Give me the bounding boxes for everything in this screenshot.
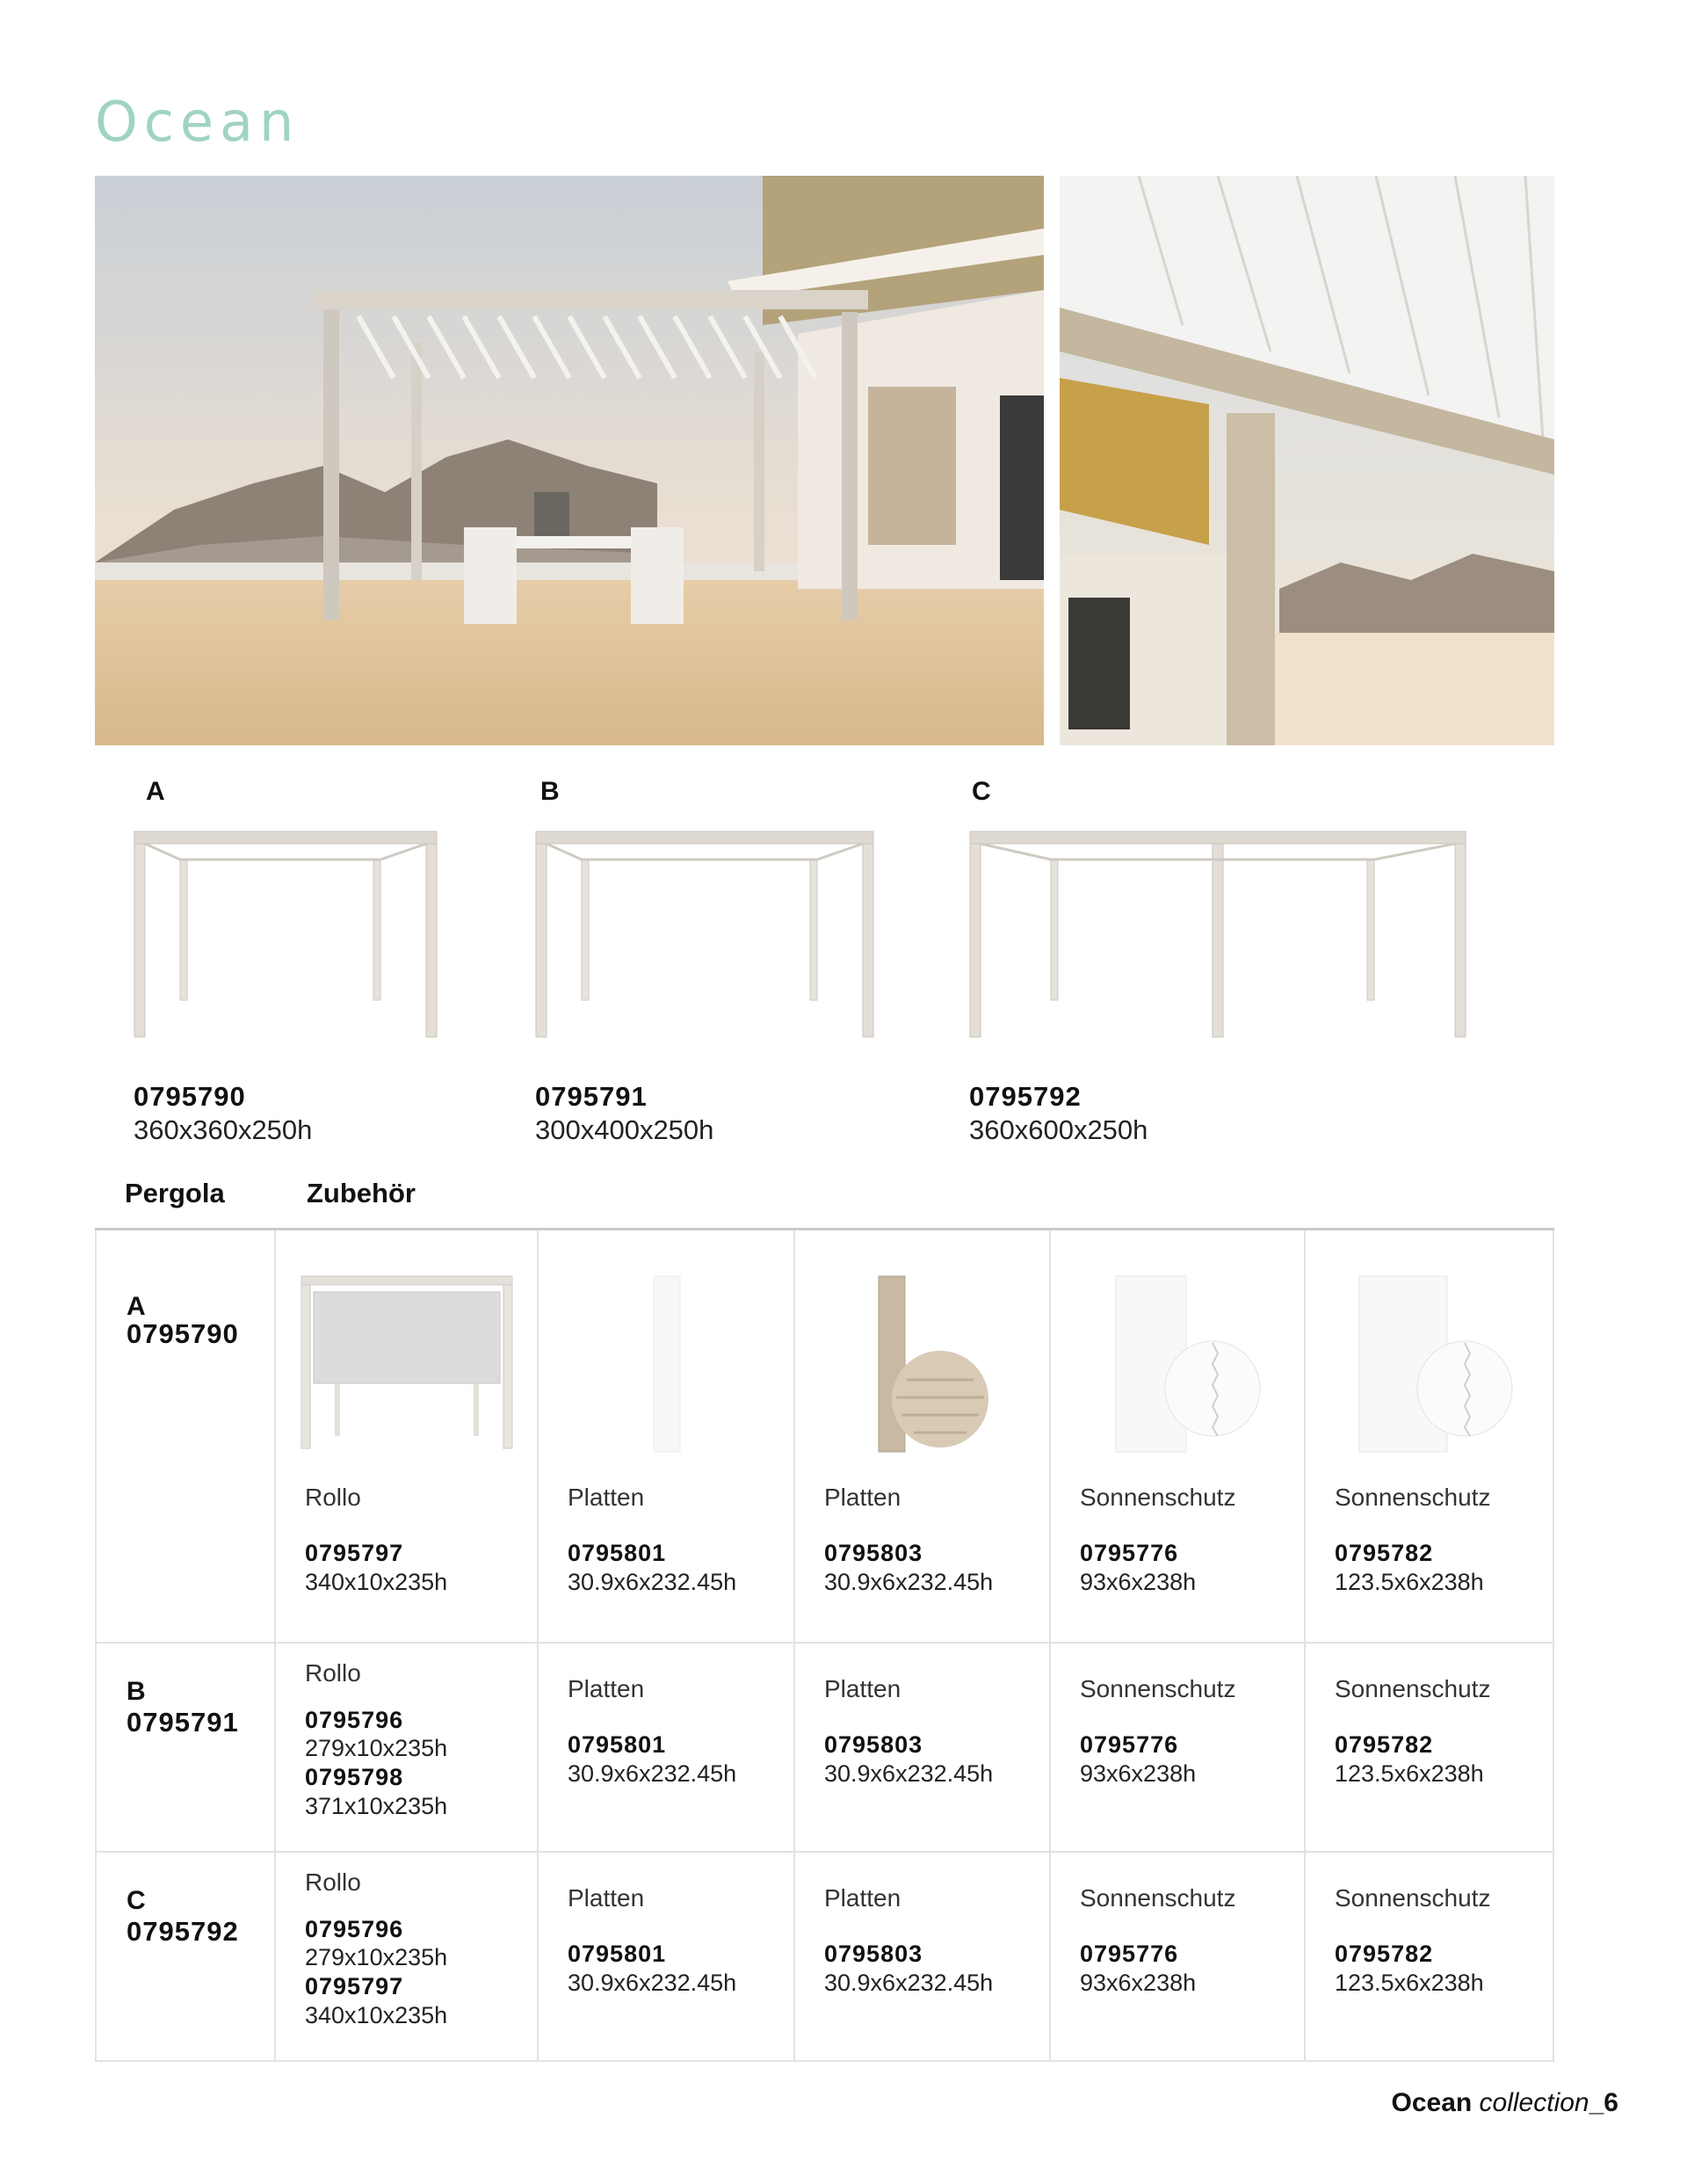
accessory-name: Sonnenschutz bbox=[1080, 1884, 1236, 1912]
accessory-name: Platten bbox=[824, 1484, 901, 1511]
accessory-code: 0795801 bbox=[568, 1540, 667, 1566]
accessory-dims: 30.9x6x232.45h bbox=[824, 1569, 994, 1595]
accessories-table bbox=[95, 1228, 1554, 2062]
pergola-a-drawing bbox=[127, 824, 444, 1053]
page-title: Ocean bbox=[95, 90, 300, 154]
accessory-code: 0795801 bbox=[568, 1941, 667, 1967]
accessory-dims: 30.9x6x232.45h bbox=[568, 1569, 737, 1595]
variant-code: 0795792 bbox=[969, 1081, 1082, 1112]
table-row bbox=[96, 1852, 1553, 2061]
page-footer bbox=[1391, 2088, 1618, 2118]
pergola-letter: B bbox=[127, 1677, 146, 1706]
pergola-heading: Pergola bbox=[125, 1178, 225, 1208]
accessory-code: 0795782 bbox=[1335, 1540, 1434, 1566]
variant-letter: C bbox=[972, 777, 991, 806]
accessory-dims: 30.9x6x232.45h bbox=[824, 1970, 994, 1996]
accessory-name: Rollo bbox=[305, 1659, 361, 1687]
accessory-name: Sonnenschutz bbox=[1335, 1884, 1491, 1912]
accessory-cell bbox=[275, 1230, 538, 1643]
pergola-detail-photo bbox=[1060, 176, 1554, 745]
accessory-code: 0795782 bbox=[1335, 1941, 1434, 1967]
accessory-dims: 279x10x235h bbox=[305, 1735, 448, 1761]
accessory-code-2: 0795798 bbox=[305, 1764, 404, 1790]
accessory-code: 0795797 bbox=[305, 1540, 404, 1566]
pergola-b-drawing bbox=[529, 824, 880, 1053]
accessory-cell bbox=[794, 1643, 1050, 1852]
pergola-cell bbox=[96, 1643, 275, 1852]
wood-panel-image bbox=[852, 1274, 993, 1455]
accessory-name: Sonnenschutz bbox=[1080, 1484, 1236, 1511]
accessory-cell bbox=[1050, 1230, 1305, 1643]
accessory-dims: 279x10x235h bbox=[305, 1944, 448, 1970]
accessory-code: 0795776 bbox=[1080, 1941, 1179, 1967]
accessory-dims: 123.5x6x238h bbox=[1335, 1760, 1484, 1787]
accessory-name: Sonnenschutz bbox=[1335, 1675, 1491, 1702]
pergola-c-drawing bbox=[963, 824, 1473, 1053]
accessory-dims-2: 371x10x235h bbox=[305, 1793, 448, 1819]
accessory-dims: 123.5x6x238h bbox=[1335, 1970, 1484, 1996]
accessory-cell bbox=[794, 1852, 1050, 2061]
accessory-cell bbox=[538, 1643, 794, 1852]
accessory-cell bbox=[794, 1230, 1050, 1643]
accessory-name: Platten bbox=[568, 1675, 645, 1702]
accessory-dims: 93x6x238h bbox=[1080, 1760, 1197, 1787]
sun-shade-large-image bbox=[1342, 1274, 1517, 1455]
accessory-code: 0795782 bbox=[1335, 1731, 1434, 1758]
accessory-name: Platten bbox=[568, 1884, 645, 1912]
variant-letter: B bbox=[540, 777, 560, 806]
accessory-cell bbox=[538, 1230, 794, 1643]
accessory-dims: 123.5x6x238h bbox=[1335, 1569, 1484, 1595]
accessory-cell bbox=[1050, 1643, 1305, 1852]
table-row bbox=[96, 1230, 1553, 1643]
accessories-heading: Zubehör bbox=[307, 1178, 416, 1208]
accessory-dims: 93x6x238h bbox=[1080, 1569, 1197, 1595]
accessory-cell bbox=[275, 1643, 538, 1852]
accessory-cell bbox=[1305, 1230, 1553, 1643]
variant-code: 0795791 bbox=[535, 1081, 648, 1112]
accessory-dims-2: 340x10x235h bbox=[305, 2002, 448, 2028]
accessory-dims: 30.9x6x232.45h bbox=[568, 1970, 737, 1996]
accessory-code: 0795776 bbox=[1080, 1540, 1179, 1566]
accessory-dims: 30.9x6x232.45h bbox=[824, 1760, 994, 1787]
accessory-name: Platten bbox=[824, 1675, 901, 1702]
accessory-name: Platten bbox=[824, 1884, 901, 1912]
accessory-code: 0795803 bbox=[824, 1540, 923, 1566]
variant-letter: A bbox=[146, 777, 165, 806]
footer-collection: collection bbox=[1479, 2088, 1589, 2117]
accessory-cell bbox=[275, 1852, 538, 2061]
accessory-code: 0795801 bbox=[568, 1731, 667, 1758]
variant-code: 0795790 bbox=[134, 1081, 246, 1112]
variant-dims: 360x360x250h bbox=[134, 1114, 313, 1145]
table-row bbox=[96, 1643, 1553, 1852]
footer-brand: Ocean bbox=[1391, 2088, 1473, 2117]
variant-dims: 300x400x250h bbox=[535, 1114, 714, 1145]
accessory-code: 0795776 bbox=[1080, 1731, 1179, 1758]
accessory-cell bbox=[1305, 1852, 1553, 2061]
white-panel-image bbox=[640, 1274, 692, 1455]
accessory-code: 0795796 bbox=[305, 1916, 404, 1942]
pergola-letter: A bbox=[127, 1292, 146, 1321]
pergola-code: 0795790 bbox=[127, 1318, 239, 1349]
pergola-letter: C bbox=[127, 1886, 146, 1915]
rollo-image bbox=[300, 1274, 514, 1450]
accessory-dims: 30.9x6x232.45h bbox=[568, 1760, 737, 1787]
accessory-cell bbox=[538, 1852, 794, 2061]
accessory-code-2: 0795797 bbox=[305, 1973, 404, 1999]
accessory-cell bbox=[1050, 1852, 1305, 2061]
pergola-code: 0795791 bbox=[127, 1707, 239, 1738]
pergola-terrace-photo bbox=[95, 176, 1044, 745]
pergola-cell bbox=[96, 1230, 275, 1643]
accessory-name: Rollo bbox=[305, 1484, 361, 1511]
accessory-name: Platten bbox=[568, 1484, 645, 1511]
variant-dims: 360x600x250h bbox=[969, 1114, 1148, 1145]
accessory-code: 0795803 bbox=[824, 1941, 923, 1967]
accessory-dims: 340x10x235h bbox=[305, 1569, 448, 1595]
accessory-name: Sonnenschutz bbox=[1080, 1675, 1236, 1702]
pergola-cell bbox=[96, 1852, 275, 2061]
accessory-dims: 93x6x238h bbox=[1080, 1970, 1197, 1996]
accessory-code: 0795796 bbox=[305, 1707, 404, 1733]
accessory-code: 0795803 bbox=[824, 1731, 923, 1758]
accessory-name: Sonnenschutz bbox=[1335, 1484, 1491, 1511]
accessory-cell bbox=[1305, 1643, 1553, 1852]
pergola-code: 0795792 bbox=[127, 1916, 239, 1947]
accessory-name: Rollo bbox=[305, 1868, 361, 1896]
footer-page-number: _6 bbox=[1589, 2088, 1618, 2117]
sun-shade-small-image bbox=[1090, 1274, 1265, 1455]
